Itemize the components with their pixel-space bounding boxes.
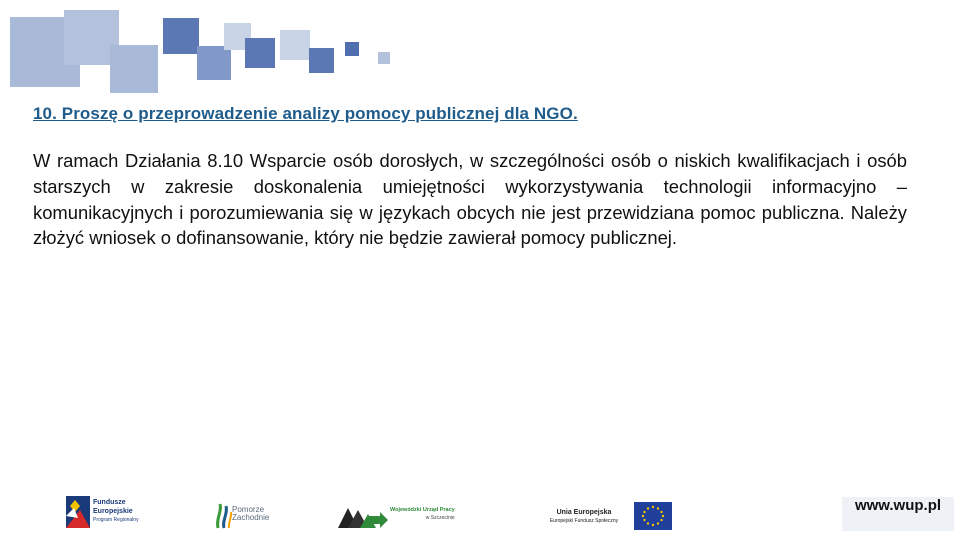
pomorze-line2: Zachodnie	[232, 513, 270, 522]
pomorze-line1: Pomorze	[232, 505, 265, 514]
fundusze-europejskie-logo	[66, 490, 166, 536]
pomorze-zachodnie-logo	[214, 490, 284, 536]
deco-square	[110, 45, 158, 93]
pomorze-emblem-icon	[214, 502, 234, 530]
deco-square	[163, 18, 199, 54]
unia-europejska-logo	[540, 490, 680, 536]
website-link[interactable]: www.wup.pl	[842, 497, 954, 531]
fe-line1: Fundusze	[93, 499, 126, 506]
wup-line1: Wojewódzki Urząd Pracy	[390, 507, 455, 513]
ue-line2: Europejski Fundusz Społeczny	[549, 518, 619, 524]
fe-line2: Europejskie	[93, 508, 133, 515]
slide-title: 10. Proszę o przeprowadzenie analizy pomocy publicznej dla NGO.	[33, 104, 578, 123]
deco-square	[309, 48, 334, 73]
deco-square	[197, 46, 231, 80]
deco-square	[245, 38, 275, 68]
footer-logos	[0, 490, 960, 540]
wup-line2: w Szczecinie	[425, 515, 455, 521]
ue-line1: Unia Europejska	[556, 509, 612, 516]
eu-flag-icon	[634, 502, 672, 530]
fe-emblem-icon	[66, 496, 90, 528]
deco-square	[378, 52, 390, 64]
fe-line3: Program Regionalny	[93, 517, 139, 523]
deco-square	[280, 30, 310, 60]
slide-body: W ramach Działania 8.10 Wsparcie osób dorosłych, w szczególności osób o niskich kwalifikacjach i osób starszych w zakresie doskonalenia umiejętności wykorzystywania technologii informacyjno – komunikacyjnych i porozumiewania się w językach obcych nie jest przewidziana pomoc publiczna. Należy złożyć wniosek o dofinansowanie, który nie będzie zawierał pomocy publicznej.	[33, 150, 907, 249]
wup-logo	[338, 490, 483, 536]
deco-square	[345, 42, 359, 56]
wup-emblem-icon	[338, 500, 388, 530]
